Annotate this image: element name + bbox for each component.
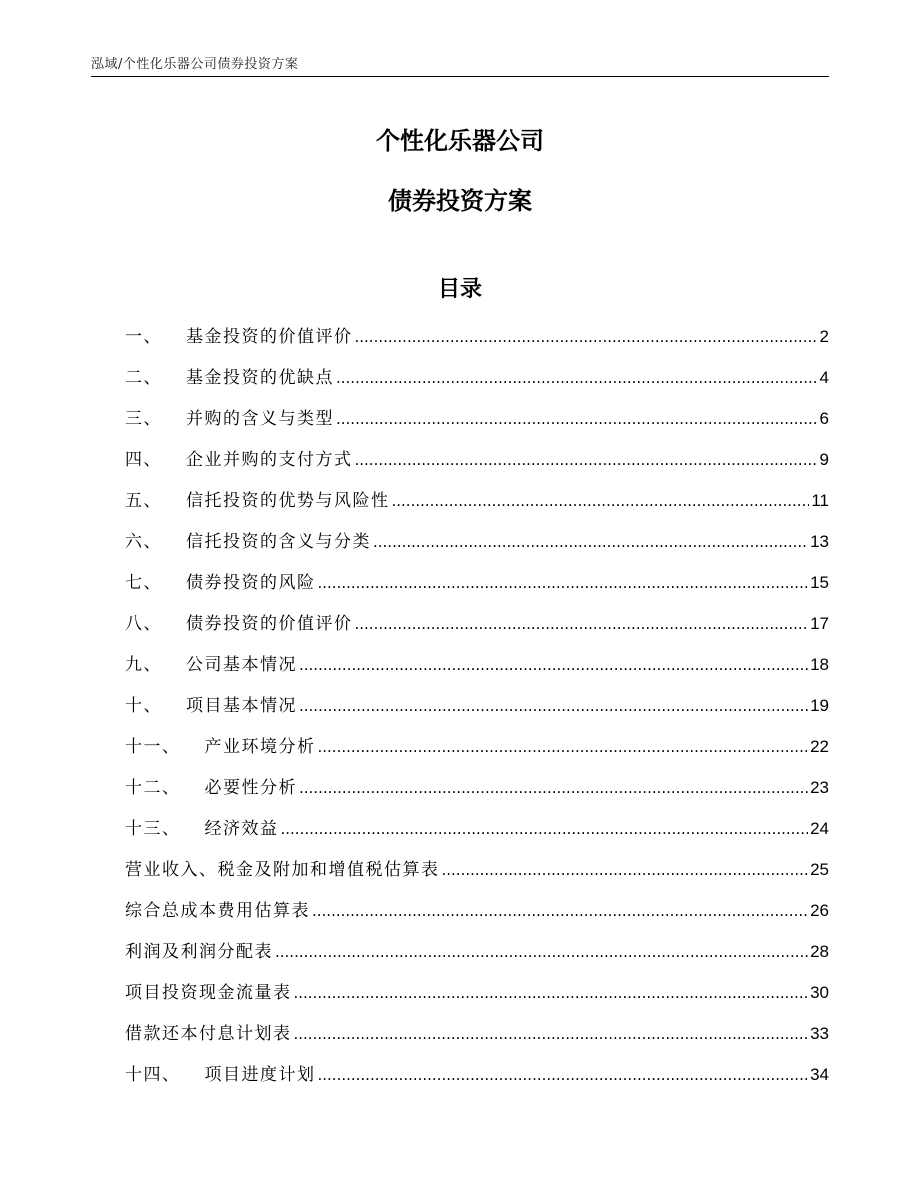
toc-entry-number: 七、 [125, 573, 162, 593]
toc-entry-number: 三、 [125, 409, 162, 429]
toc-entry-page-number: 19 [810, 696, 829, 715]
toc-entry-leader-dots [392, 484, 810, 518]
toc-entry-leader-dots [318, 1058, 809, 1092]
toc-entry-number: 十、 [125, 696, 162, 716]
toc-entry-page-number: 13 [810, 532, 829, 551]
toc-entry-label: 企业并购的支付方式 [186, 450, 353, 470]
toc-entry-leader-dots [355, 320, 818, 354]
toc-entry-page-number: 34 [810, 1065, 829, 1084]
toc-entry-page-number: 23 [810, 778, 829, 797]
toc-entry[interactable] [125, 402, 829, 443]
toc-entry-leader-dots [318, 566, 809, 600]
toc-entry-leader-dots [442, 853, 809, 887]
toc-entry-number: 十三、 [125, 819, 181, 839]
toc-entry-label: 并购的含义与类型 [186, 409, 334, 429]
toc-entry-label: 经济效益 [204, 819, 279, 839]
toc-entry-number: 一、 [125, 327, 162, 347]
toc-entry-page-number: 24 [810, 819, 829, 838]
toc-entry[interactable] [125, 1058, 829, 1099]
toc-entry-leader-dots [275, 935, 808, 969]
toc-entry-leader-dots [294, 976, 809, 1010]
toc-entry[interactable] [125, 894, 829, 935]
toc-entry[interactable] [125, 566, 829, 607]
toc-entry-page-number: 15 [810, 573, 829, 592]
toc-entry-page-number: 2 [819, 327, 829, 346]
toc-entry-label: 利润及利润分配表 [125, 942, 273, 962]
toc-entry-label: 产业环境分析 [204, 737, 316, 757]
toc-entry-leader-dots [294, 1017, 809, 1051]
toc-entry-leader-dots [355, 607, 809, 641]
table-of-contents [125, 320, 829, 1099]
toc-entry[interactable] [125, 853, 829, 894]
toc-entry-page-number: 30 [810, 983, 829, 1002]
toc-entry-number: 八、 [125, 614, 162, 634]
toc-entry[interactable] [125, 525, 829, 566]
toc-entry-label: 借款还本付息计划表 [125, 1024, 292, 1044]
toc-entry-label: 营业收入、税金及附加和增值税估算表 [125, 860, 440, 880]
header-rule [91, 76, 829, 77]
toc-entry-page-number: 11 [811, 491, 829, 510]
toc-entry-label: 项目投资现金流量表 [125, 983, 292, 1003]
toc-entry-page-number: 9 [819, 450, 829, 469]
toc-entry[interactable] [125, 320, 829, 361]
toc-entry-page-number: 4 [819, 368, 829, 387]
toc-entry[interactable] [125, 689, 829, 730]
toc-entry-label: 债券投资的价值评价 [186, 614, 353, 634]
toc-entry-leader-dots [355, 443, 818, 477]
toc-entry-leader-dots [281, 812, 809, 846]
toc-entry[interactable] [125, 812, 829, 853]
toc-entry[interactable] [125, 607, 829, 648]
toc-entry[interactable] [125, 443, 829, 484]
toc-entry-leader-dots [299, 648, 808, 682]
toc-entry[interactable] [125, 1017, 829, 1058]
document-title: 个性化乐器公司 [376, 127, 544, 155]
toc-entry[interactable] [125, 648, 829, 689]
toc-entry-page-number: 33 [810, 1024, 829, 1043]
toc-entry-leader-dots [312, 894, 808, 928]
toc-entry-number: 十二、 [125, 778, 181, 798]
toc-entry-number: 四、 [125, 450, 162, 470]
toc-entry[interactable] [125, 771, 829, 812]
toc-entry-leader-dots [299, 689, 808, 723]
toc-entry-page-number: 26 [810, 901, 829, 920]
toc-entry-number: 二、 [125, 368, 162, 388]
toc-entry-label: 基金投资的优缺点 [186, 368, 334, 388]
toc-entry-number: 九、 [125, 655, 162, 675]
toc-entry-number: 十四、 [125, 1065, 181, 1085]
toc-entry-leader-dots [318, 730, 809, 764]
toc-entry-leader-dots [336, 402, 818, 436]
toc-entry-number: 六、 [125, 532, 162, 552]
running-header: 泓域/个性化乐器公司债券投资方案 [91, 57, 299, 72]
toc-entry[interactable] [125, 730, 829, 771]
toc-entry-label: 债券投资的风险 [186, 573, 316, 593]
toc-entry[interactable] [125, 976, 829, 1017]
toc-entry-page-number: 25 [810, 860, 829, 879]
toc-entry-page-number: 18 [810, 655, 829, 674]
toc-entry-label: 信托投资的优势与风险性 [186, 491, 390, 511]
toc-entry-label: 公司基本情况 [186, 655, 297, 675]
toc-entry-leader-dots [299, 771, 808, 805]
toc-entry-page-number: 17 [810, 614, 829, 633]
toc-heading: 目录 [437, 277, 482, 302]
toc-entry-label: 信托投资的含义与分类 [186, 532, 371, 552]
toc-entry[interactable] [125, 484, 829, 525]
toc-entry-number: 五、 [125, 491, 162, 511]
document-subtitle: 债券投资方案 [388, 187, 532, 215]
toc-entry-page-number: 6 [819, 409, 829, 428]
toc-entry[interactable] [125, 935, 829, 976]
toc-entry-number: 十一、 [125, 737, 181, 757]
toc-entry[interactable] [125, 361, 829, 402]
toc-entry-leader-dots [373, 525, 808, 559]
toc-entry-page-number: 22 [810, 737, 829, 756]
toc-entry-label: 基金投资的价值评价 [186, 327, 353, 347]
toc-entry-label: 项目进度计划 [204, 1065, 316, 1085]
toc-entry-label: 必要性分析 [204, 778, 297, 798]
toc-entry-page-number: 28 [810, 942, 829, 961]
toc-entry-leader-dots [336, 361, 818, 395]
toc-entry-label: 项目基本情况 [186, 696, 297, 716]
toc-entry-label: 综合总成本费用估算表 [125, 901, 310, 921]
